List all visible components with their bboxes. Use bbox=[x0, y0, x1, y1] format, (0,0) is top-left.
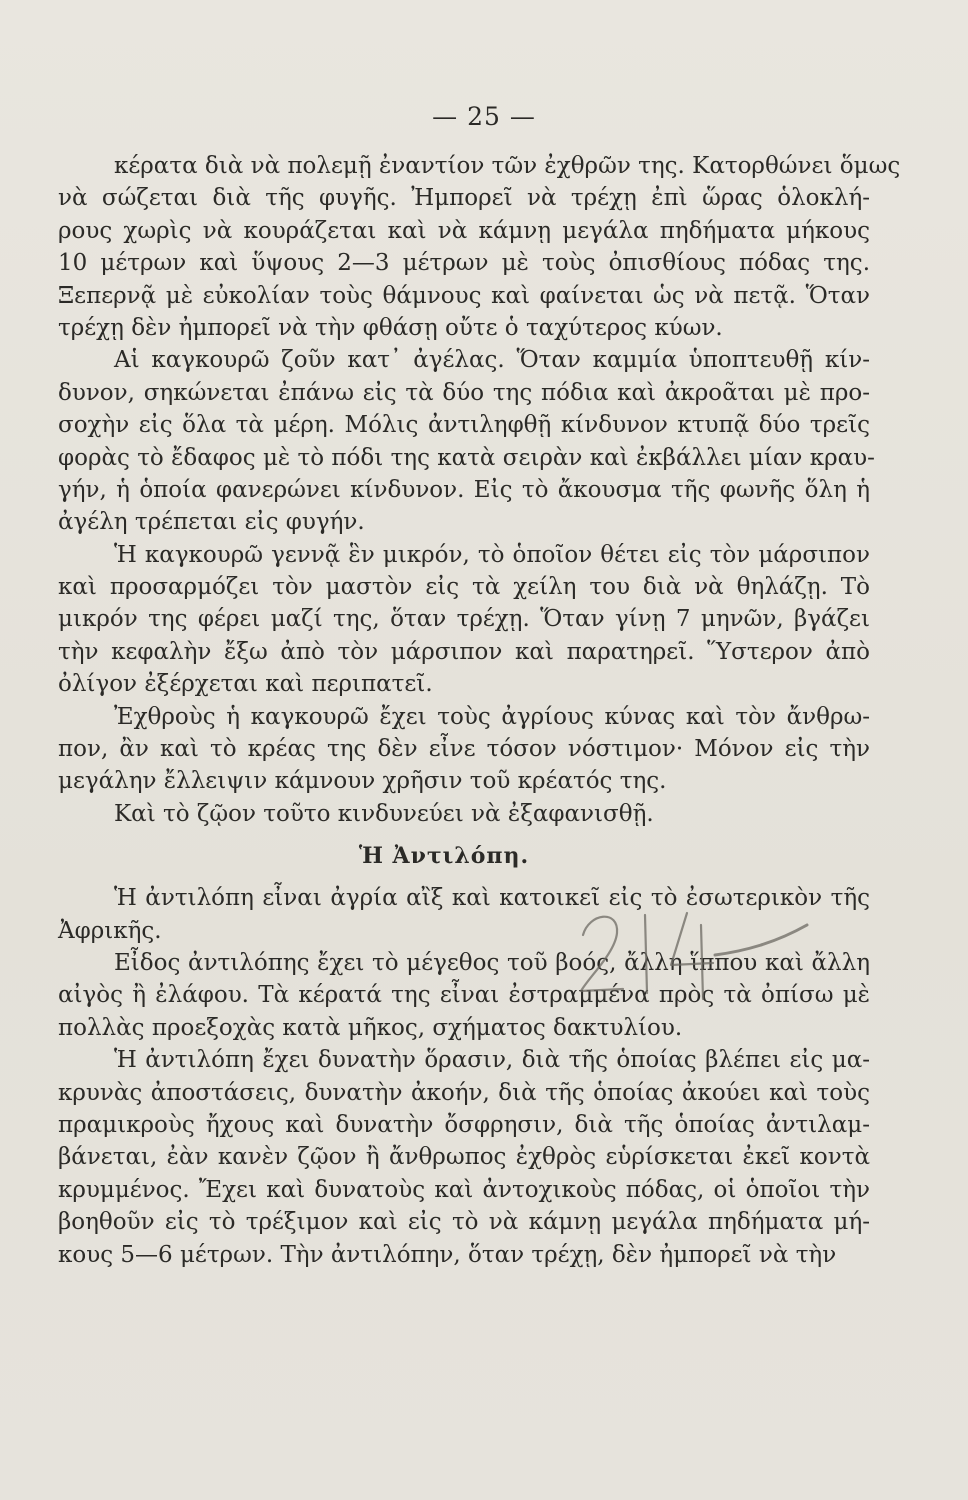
text-line: τὴν κεφαλὴν ἔξω ἀπὸ τὸν μάρσιπον καὶ παρατηρεῖ. Ὕστερον ἀπὸ bbox=[58, 638, 870, 665]
text-line: κους 5—6 μέτρων. Τὴν ἀντιλόπην, ὅταν τρέχῃ, δὲν ἠμπορεῖ νὰ τὴν bbox=[58, 1241, 837, 1268]
text-line: πραμικροὺς ἤχους καὶ δυνατὴν ὄσφρησιν, διὰ τῆς ὁποίας ἀντιλαμ- bbox=[58, 1111, 870, 1138]
text-line: νὰ σώζεται διὰ τῆς φυγῆς. Ἠμπορεῖ νὰ τρέχῃ ἐπὶ ὥρας ὁλοκλή- bbox=[58, 185, 870, 212]
page-number: — 25 — bbox=[432, 102, 536, 131]
text-line: αἰγὸς ἢ ἐλάφου. Τὰ κέρατά της εἶναι ἐστραμμένα πρὸς τὰ ὀπίσω μὲ bbox=[58, 982, 870, 1009]
text-before-heading bbox=[58, 150, 901, 830]
text-line: γήν, ἡ ὁποία φανερώνει κίνδυνον. Εἰς τὸ ἄκουσμα τῆς φωνῆς ὅλη ἡ bbox=[58, 476, 870, 503]
text-line: κρυνὰς ἀποστάσεις, δυνατὴν ἀκοήν, διὰ τῆς ὁποίας ἀκούει καὶ τοὺς bbox=[58, 1079, 870, 1106]
text-line: βοηθοῦν εἰς τὸ τρέξιμον καὶ εἰς τὸ νὰ κάμνῃ μεγάλα πηδήματα μή- bbox=[58, 1209, 870, 1236]
handwritten-note bbox=[575, 895, 815, 1005]
text-line: Εἶδος ἀντιλόπης ἔχει τὸ μέγεθος τοῦ βοός, ἄλλη ἵππου καὶ ἄλλη bbox=[114, 949, 870, 976]
text-line: Ἡ καγκουρῶ γεννᾷ ἓν μικρόν, τὸ ὁποῖον θέτει εἰς τὸν μάρσιπον bbox=[114, 541, 870, 568]
text-line: Ἡ ἀντιλόπη ἔχει δυνατὴν ὅρασιν, διὰ τῆς ὁποίας βλέπει εἰς μα- bbox=[114, 1047, 870, 1074]
text-line: μεγάλην ἔλλειψιν κάμνουν χρῆσιν τοῦ κρέατός της. bbox=[58, 768, 667, 795]
text-line: τρέχῃ δὲν ἠμπορεῖ νὰ τὴν φθάσῃ οὔτε ὁ ταχύτερος κύων. bbox=[58, 314, 723, 341]
text-line: Ἡ ἀντιλόπη εἶναι ἀγρία αἲξ καὶ κατοικεῖ εἰς τὸ ἐσωτερικὸν τῆς bbox=[114, 885, 870, 912]
text-line: ρους χωρὶς νὰ κουράζεται καὶ νὰ κάμνῃ μεγάλα πηδήματα μήκους bbox=[58, 217, 870, 244]
text-line: Ξεπερνᾷ μὲ εὐκολίαν τοὺς θάμνους καὶ φαίνεται ὡς νὰ πετᾷ. Ὅταν bbox=[58, 282, 870, 309]
text-line: δυνον, σηκώνεται ἐπάνω εἰς τὰ δύο της πόδια καὶ ἀκροᾶται μὲ προ- bbox=[58, 379, 870, 406]
text-line: Ἐχθροὺς ἡ καγκουρῶ ἔχει τοὺς ἀγρίους κύνας καὶ τὸν ἄνθρω- bbox=[114, 703, 870, 730]
text-line: 10 μέτρων καὶ ὕψους 2—3 μέτρων μὲ τοὺς ὀπισθίους πόδας της. bbox=[58, 250, 870, 277]
text-line: κέρατα διὰ νὰ πολεμῇ ἐναντίον τῶν ἐχθρῶν της. Κατορθώνει ὅμως bbox=[114, 153, 901, 179]
text-line: σοχὴν εἰς ὅλα τὰ μέρη. Μόλις ἀντιληφθῇ κίνδυνον κτυπᾷ δύο τρεῖς bbox=[58, 412, 870, 439]
text-line: πολλὰς προεξοχὰς κατὰ μῆκος, σχήματος δακτυλίου. bbox=[58, 1014, 683, 1041]
text-line: καὶ προσαρμόζει τὸν μαστὸν εἰς τὰ χείλη του διὰ νὰ θηλάζῃ. Τὸ bbox=[58, 574, 870, 601]
text-line: φορὰς τὸ ἔδαφος μὲ τὸ πόδι της κατὰ σειρὰν καὶ ἐκβάλλει μίαν κραυ- bbox=[58, 444, 875, 471]
text-line: ἀγέλη τρέπεται εἰς φυγήν. bbox=[58, 509, 365, 536]
text-line: ὀλίγον ἐξέρχεται καὶ περιπατεῖ. bbox=[58, 671, 433, 698]
text-line: Ἀφρικῆς. bbox=[58, 917, 162, 944]
text-line: βάνεται, ἐὰν κανὲν ζῷον ἢ ἄνθρωπος ἐχθρὸς εὑρίσκεται ἐκεῖ κοντὰ bbox=[58, 1144, 870, 1171]
text-line: πον, ἂν καὶ τὸ κρέας της δὲν εἶνε τόσον νόστιμον· Μόνον εἰς τὴν bbox=[58, 736, 870, 763]
section-heading: Ἡ Ἀντιλόπη. bbox=[358, 843, 530, 870]
text-line: μικρόν της φέρει μαζί της, ὅταν τρέχῃ. Ὅταν γίνῃ 7 μηνῶν, βγάζει bbox=[58, 606, 870, 633]
text-line: Αἱ καγκουρῶ ζοῦν κατ᾽ ἀγέλας. Ὅταν καμμία ὑποπτευθῇ κίν- bbox=[114, 347, 870, 374]
text-line: Καὶ τὸ ζῷον τοῦτο κινδυνεύει νὰ ἐξαφανισθῇ. bbox=[114, 800, 654, 827]
text-line: κρυμμένος. Ἔχει καὶ δυνατοὺς καὶ ἀντοχικοὺς πόδας, οἱ ὁποῖοι τὴν bbox=[58, 1176, 870, 1203]
page-body bbox=[58, 150, 901, 1271]
